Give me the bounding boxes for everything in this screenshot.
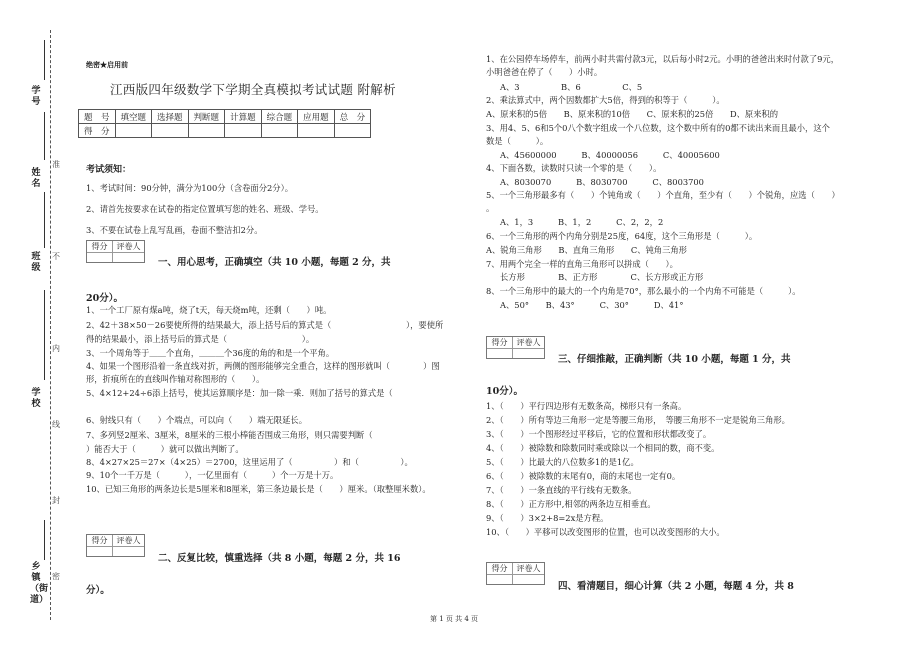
score-table-header: 判断题 bbox=[188, 110, 225, 124]
choice-options: A、1，3 B、1，2 C、2，2，2 bbox=[500, 217, 664, 227]
choice-question-line: 小明爸爸在停了（ ）小时。 bbox=[486, 67, 603, 77]
township-label: 乡镇（街道） bbox=[30, 562, 49, 605]
binding-mark: 封 bbox=[52, 496, 60, 505]
grader-box bbox=[86, 240, 145, 263]
grader-score-label: 得分 bbox=[87, 535, 113, 546]
judge-item: 6、（ ）被除数的末尾有0，商的末尾也一定有0。 bbox=[486, 471, 681, 481]
grader-box bbox=[86, 534, 145, 557]
choice-question-line: 数是（ ）。 bbox=[486, 136, 549, 146]
binding-mark: 准 bbox=[52, 160, 60, 169]
binding-mark: 密 bbox=[52, 572, 60, 581]
grader-reviewer-cell[interactable] bbox=[513, 574, 544, 584]
grader-box bbox=[486, 336, 545, 359]
question-line: 5、4×12+24÷6添上括号，使其运算顺序是：加一除一乘．则加了括号的算式是（ bbox=[86, 388, 393, 398]
grader-reviewer-label: 评卷人 bbox=[516, 338, 541, 347]
notice-title: 考试须知： bbox=[86, 165, 132, 175]
student-no-underline bbox=[44, 40, 45, 80]
page-footer: 第 1 页 共 4 页 bbox=[430, 615, 479, 623]
binding-mark: 线 bbox=[52, 420, 60, 429]
score-cell[interactable] bbox=[188, 124, 225, 138]
question-line: ）能否大于（ ）就可以做出判断了。 bbox=[86, 444, 244, 454]
binding-dashed-line bbox=[50, 30, 51, 620]
name-label: 姓名 bbox=[31, 168, 41, 189]
grader-reviewer-cell[interactable] bbox=[113, 546, 144, 556]
binding-mark: 内 bbox=[52, 344, 60, 353]
judge-item: 2、（ ）所有等边三角形一定是等腰三角形， 等腰三角形不一定是锐角三角形。 bbox=[486, 415, 790, 425]
grader-reviewer-cell[interactable] bbox=[113, 252, 144, 262]
grader-score-cell[interactable] bbox=[87, 546, 113, 556]
score-table-header: 应用题 bbox=[298, 110, 335, 124]
question-line: 形，折痕所在的直线叫作轴对称图形的（ ）。 bbox=[86, 374, 265, 384]
notice-item: 3、不要在试卷上乱写乱画，卷面不整洁扣2分。 bbox=[86, 225, 263, 235]
score-cell[interactable] bbox=[115, 124, 152, 138]
choice-question-line: 4、下面各数，读数时只读一个零的是（ ）。 bbox=[486, 163, 662, 173]
grader-score-label: 得分 bbox=[487, 563, 513, 574]
choice-question-line: 3、用4、5、6和5个0八个数字组成一个八位数，这个数中所有的0都不读出来而且最小，这个 bbox=[486, 123, 830, 133]
score-table-header: 选择题 bbox=[152, 110, 189, 124]
name-underline bbox=[44, 112, 45, 160]
question-line: 1、一个工厂原有煤a吨，烧了t天，每天烧m吨，还剩（ ）吨。 bbox=[86, 305, 332, 315]
score-cell[interactable] bbox=[334, 124, 371, 138]
choice-question-line: 。 bbox=[486, 203, 495, 213]
choice-question-line: 6、一个三角形的两个内角分别是25度，64度，这个三角形是（ ）。 bbox=[486, 231, 758, 241]
score-table bbox=[78, 109, 371, 138]
choice-question-line: 2、乘法算式中，两个因数都扩大5倍，得到的积等于（ ）。 bbox=[486, 95, 725, 105]
judge-item: 9、（ ）3×2+8=2x是方程。 bbox=[486, 513, 609, 523]
choice-question-line: 8、一个三角形中的最大的一个内角是70°，那么最小的一个内角不可能是（ ）。 bbox=[486, 286, 801, 296]
section1-heading: 一、用心思考，正确填空（共 10 小题，每题 2 分，共 bbox=[158, 257, 391, 268]
question-line: 2、42＋38×50－26要使所得的结果最大，添上括号后的算式是（ ），要使所 bbox=[86, 320, 444, 330]
grader-reviewer-label: 评卷人 bbox=[516, 564, 541, 573]
grader-score-label: 得分 bbox=[487, 337, 513, 348]
grader-reviewer-label: 评卷人 bbox=[116, 536, 141, 545]
score-cell[interactable] bbox=[152, 124, 189, 138]
judge-item: 1、（ ）平行四边形有无数条高，梯形只有一条高。 bbox=[486, 401, 687, 411]
choice-options: A、锐角三角形 B、直角三角形 C、钝角三角形 bbox=[486, 245, 687, 255]
judge-item: 7、（ ）一条直线的平行线有无数条。 bbox=[486, 485, 637, 495]
score-cell[interactable] bbox=[225, 124, 262, 138]
choice-options: A、45600000 B、40000056 C、40005600 bbox=[500, 150, 720, 160]
choice-question-line: 1、在公园停车场停车，前两小时共需付款3元，以后每小时2元。小明的爸爸出来时付款了9元， bbox=[486, 54, 839, 64]
judge-item: 8、（ ）正方形中,相邻的两条边互相垂直。 bbox=[486, 499, 656, 509]
choice-options: A、50° B、43° C、30° D、41° bbox=[500, 300, 684, 310]
section3-heading-cont: 10分）。 bbox=[486, 386, 523, 397]
question-line: 6、射线只有（ ）个端点，可以向（ ）端无限延长。 bbox=[86, 415, 307, 425]
class-label: 班级 bbox=[31, 252, 41, 273]
grader-score-cell[interactable] bbox=[487, 348, 513, 358]
choice-question-line: 7、用两个完全一样的直角三角形可以拼成（ ）。 bbox=[486, 259, 678, 269]
choice-options: A、8030070 B、8030700 C、8003700 bbox=[500, 177, 704, 187]
score-cell[interactable] bbox=[298, 124, 335, 138]
page-title: 江西版四年级数学下学期全真模拟考试试题 附解析 bbox=[110, 82, 396, 97]
question-line: 9、10个一千万是（ ），一亿里面有（ ）个一万是十万。 bbox=[86, 470, 339, 480]
grader-box bbox=[486, 562, 545, 585]
score-table-header: 题 号 bbox=[79, 110, 116, 124]
student-no-label: 学号 bbox=[31, 86, 41, 107]
grader-score-cell[interactable] bbox=[487, 574, 513, 584]
grader-score-cell[interactable] bbox=[87, 252, 113, 262]
question-line: 得的结果最小，添上括号后的算式是（ ）。 bbox=[86, 334, 315, 344]
grader-reviewer-cell[interactable] bbox=[513, 348, 544, 358]
section4-heading: 四、看清题目，细心计算（共 2 小题，每题 4 分，共 8 bbox=[558, 581, 794, 592]
class-underline bbox=[44, 192, 45, 248]
judge-item: 10、（ ）平移可以改变图形的位置，也可以改变图形的大小。 bbox=[486, 527, 725, 537]
grader-score-label: 得分 bbox=[87, 241, 113, 252]
score-row-label: 得 分 bbox=[79, 124, 116, 138]
choice-options: A、原来积的5倍 B、原来积的10倍 C、原来积的25倍 D、原来积的 bbox=[486, 109, 779, 119]
score-cell[interactable] bbox=[261, 124, 298, 138]
score-table-header: 填空题 bbox=[115, 110, 152, 124]
section3-heading: 三、仔细推敲，正确判断（共 10 小题，每题 1 分，共 bbox=[558, 354, 791, 365]
school-label: 学校 bbox=[31, 388, 41, 409]
question-line: 4、如果一个图形沿着一条直线对折，两侧的图形能够完全重合，这样的图形就叫（ ）图 bbox=[86, 361, 440, 371]
question-line: 8、4×27×25＝27×（4×25）＝2700，这里运用了（ ）和（ ）。 bbox=[86, 457, 413, 467]
choice-question-line: 5、一个三角形最多有（ ）个钝角或（ ）个直角，至少有（ ）个锐角，应选（ ） bbox=[486, 190, 840, 200]
score-table-header: 总 分 bbox=[334, 110, 371, 124]
judge-item: 5、（ ）比最大的八位数多1的是1亿。 bbox=[486, 457, 639, 467]
judge-item: 4、（ ）被除数和除数同时乘或除以一个相同的数，商不变。 bbox=[486, 443, 720, 453]
binding-mark: 不 bbox=[52, 252, 60, 261]
grader-reviewer-label: 评卷人 bbox=[116, 242, 141, 251]
school-underline bbox=[44, 290, 45, 380]
notice-item: 1、考试时间：90分钟，满分为100分（含卷面分2分）。 bbox=[86, 183, 294, 193]
section2-heading: 二、反复比较，慎重选择（共 8 小题，每题 2 分，共 16 bbox=[158, 553, 401, 564]
question-line: 3、一个周角等于＿＿个直角，＿＿＿个36度的角的和是一个平角。 bbox=[86, 348, 335, 358]
question-line: 7、多列竖2厘米、3厘米，8厘米的三根小棒能否围成三角形，则只需要判断（ bbox=[86, 430, 373, 440]
score-table-header: 综合题 bbox=[261, 110, 298, 124]
choice-options: A、3 B、6 C、5 bbox=[500, 82, 643, 92]
section2-heading-cont: 分）。 bbox=[86, 585, 110, 596]
score-table-header: 计算题 bbox=[225, 110, 262, 124]
judge-item: 3、（ ）一个图形经过平移后，它的位置和形状都改变了。 bbox=[486, 429, 712, 439]
question-line: 10、已知三角形的两条边长是5厘米和8厘米，第三条边最长是（ ）厘米。（取整厘米数）。 bbox=[86, 484, 431, 494]
secret-label: 绝密★启用前 bbox=[86, 60, 128, 69]
choice-options: 长方形 B、正方形 C、长方形或正方形 bbox=[500, 272, 704, 282]
township-underline bbox=[44, 520, 45, 560]
notice-item: 2、请首先按要求在试卷的指定位置填写您的姓名、班级、学号。 bbox=[86, 204, 324, 214]
section1-heading-cont: 20分）。 bbox=[86, 293, 123, 304]
